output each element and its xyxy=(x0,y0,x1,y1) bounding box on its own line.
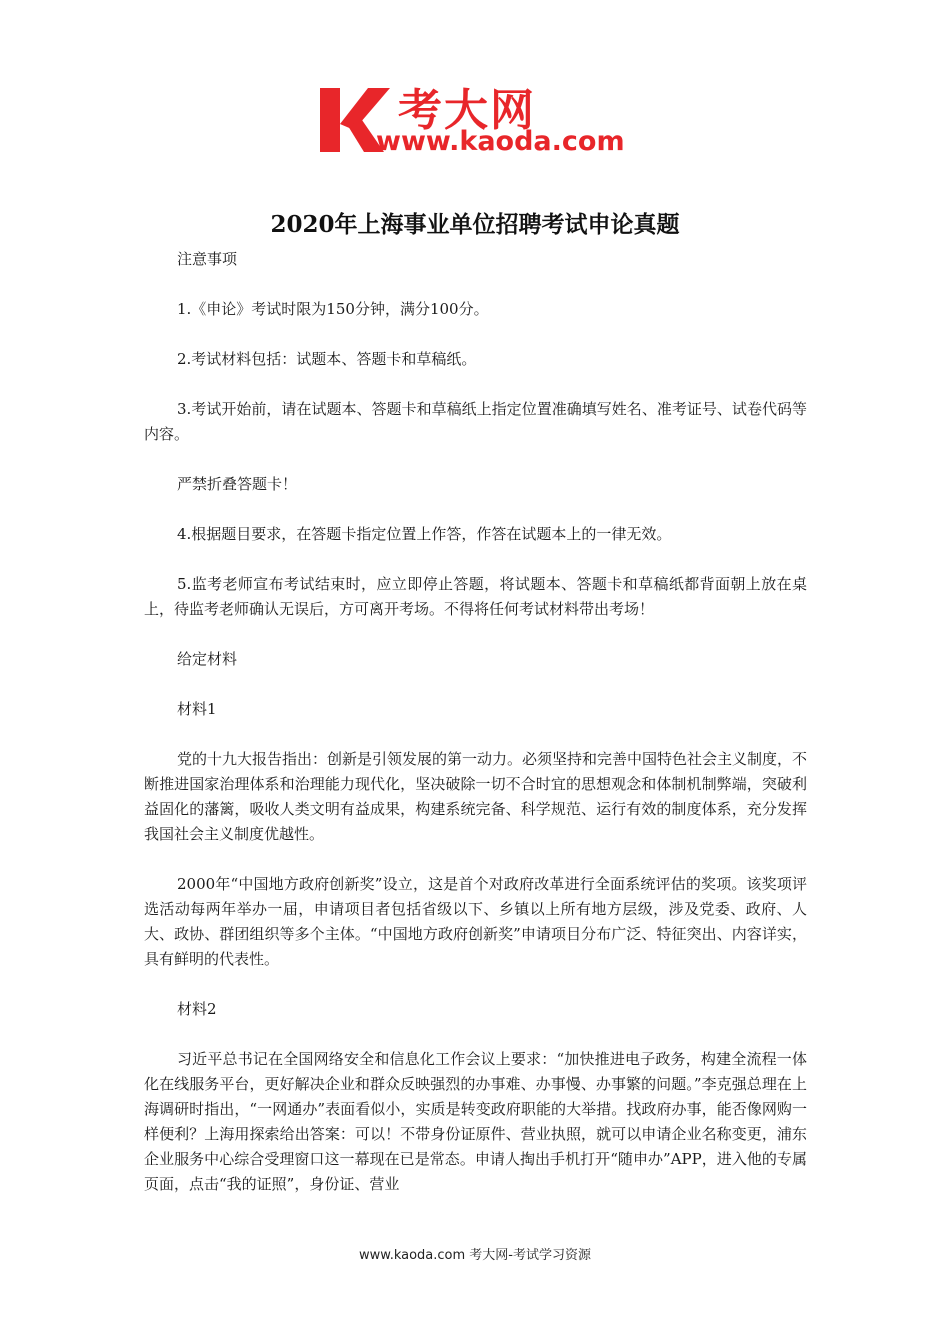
material-2-paragraph: 习近平总书记在全国网络安全和信息化工作会议上要求：“加快推进电子政务，构建全流程一体化在线服务平台，更好解决企业和群众反映强烈的办事难、办事慢、办事繁的问题。”李克强总理在上海调研时指出，“一网通办”表面看似小，实质是转变政府职能的大举措。找政府办事，能否像网购一样便利？上海用探索给出答案：可以！不带身份证原件、营业执照，就可以申请企业名称变更，浦东企业服务中心综合受理窗口这一幕现在已是常态。申请人掏出手机打开“随申办”APP，进入他的专属页面，点击“我的证照”，身份证、营业 xyxy=(144,1050,807,1193)
kaoda-logo xyxy=(318,80,638,160)
page-title: 2020年上海事业单位招聘考试申论真题 xyxy=(270,211,680,238)
notice-item-5: 5.监考老师宣布考试结束时，应立即停止答题，将试题本、答题卡和草稿纸都背面朝上放在桌上，待监考老师确认无误后，方可离开考场。不得将任何考试材料带出考场！ xyxy=(144,575,807,618)
logo-brand-text: 考大网 xyxy=(398,85,536,136)
notice-item-3: 3.考试开始前，请在试题本、答题卡和草稿纸上指定位置准确填写姓名、准考证号、试卷代码等内容。 xyxy=(144,400,807,443)
notice-warning: 严禁折叠答题卡！ xyxy=(177,475,298,493)
material-1-paragraph: 2000年“中国地方政府创新奖”设立，这是首个对政府改革进行全面系统评估的奖项。该奖项评选活动每两年举办一届，申请项目者包括省级以下、乡镇以上所有地方层级，涉及党委、政府、人大、政协、群团组织等多个主体。“中国地方政府创新奖”申请项目分布广泛、特征突出、内容详实，具有鲜明的代表性。 xyxy=(144,875,807,968)
materials-heading: 给定材料 xyxy=(177,650,238,668)
material-2-heading: 材料2 xyxy=(177,1000,217,1018)
notice-heading: 注意事项 xyxy=(177,250,238,268)
material-1-paragraph: 党的十九大报告指出：创新是引领发展的第一动力。必须坚持和完善中国特色社会主义制度，不断推进国家治理体系和治理能力现代化，坚决破除一切不合时宜的思想观念和体制机制弊端，突破利益固化的藩篱，吸收人类文明有益成果，构建系统完备、科学规范、运行有效的制度体系，充分发挥我国社会主义制度优越性。 xyxy=(144,750,808,843)
notice-item-1: 1.《申论》考试时限为150分钟，满分100分。 xyxy=(177,300,489,318)
logo-url-text: www.kaoda.com xyxy=(376,126,625,157)
page-footer: www.kaoda.com 考大网-考试学习资源 xyxy=(359,1248,591,1263)
document-body xyxy=(144,247,807,1222)
material-1-heading: 材料1 xyxy=(177,700,217,718)
notice-item-2: 2.考试材料包括：试题本、答题卡和草稿纸。 xyxy=(177,350,477,368)
notice-item-4: 4.根据题目要求，在答题卡指定位置上作答，作答在试题本上的一律无效。 xyxy=(177,525,672,543)
